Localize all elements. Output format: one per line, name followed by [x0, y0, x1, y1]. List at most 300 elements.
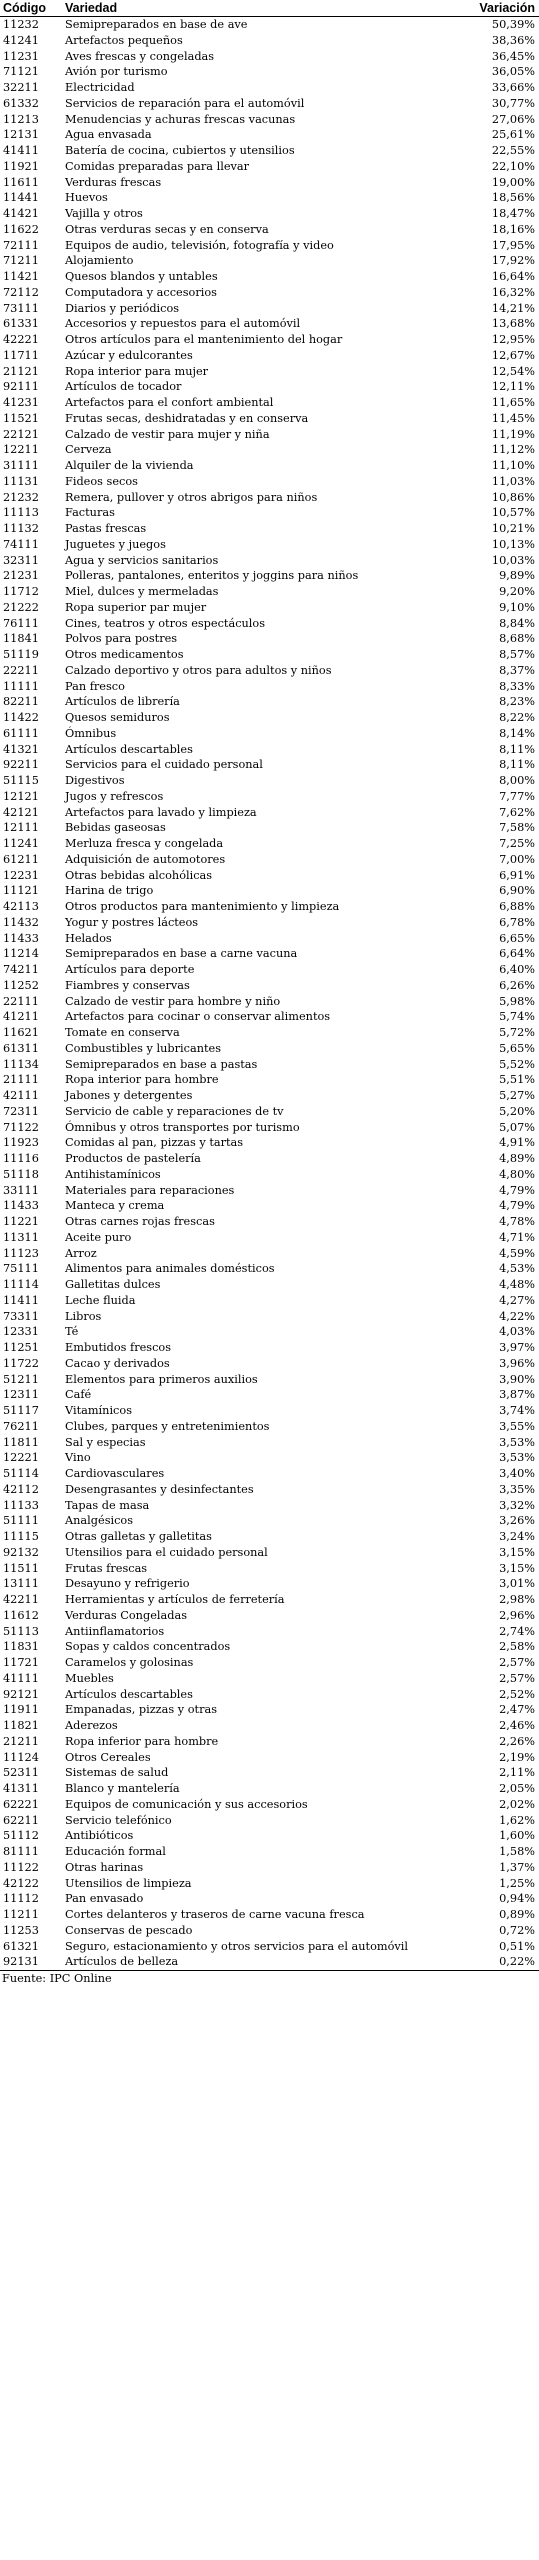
row-variation: 6,64%: [499, 947, 535, 961]
row-variety: Agua envasada: [65, 128, 152, 142]
row-variation: 8,23%: [499, 695, 535, 709]
table-row: [0, 379, 539, 395]
row-variation: 12,95%: [491, 333, 535, 346]
row-code: 51112: [3, 1829, 39, 1843]
row-variety: Frutas frescas: [65, 1561, 148, 1575]
table-row: [0, 269, 539, 285]
table-row: [0, 1513, 539, 1529]
table-row: [0, 1104, 539, 1120]
row-code: 73311: [3, 1309, 39, 1323]
row-variety: Comidas al pan, pizzas y tartas: [65, 1136, 244, 1150]
row-variation: 3,53%: [499, 1451, 535, 1465]
row-code: 11521: [3, 411, 39, 425]
table-row: [0, 159, 539, 175]
table-row: [0, 1954, 539, 1970]
row-variation: 8,11%: [499, 758, 535, 772]
row-variation: 4,71%: [499, 1230, 535, 1244]
row-variety: Semipreparados en base a carne vacuna: [65, 947, 298, 961]
row-code: 74211: [3, 963, 39, 976]
table-row: [0, 80, 539, 96]
row-variety: Servicios de reparación para el automóvil: [65, 96, 305, 110]
row-variation: 4,79%: [499, 1199, 535, 1213]
table-row: [0, 1813, 539, 1829]
row-variation: 22,55%: [491, 144, 535, 157]
table-row: [0, 931, 539, 947]
table-row: [0, 1702, 539, 1718]
row-variety: Bebidas gaseosas: [65, 821, 166, 835]
table-row: [0, 1009, 539, 1025]
row-code: 11432: [3, 915, 39, 929]
row-code: 11134: [3, 1057, 39, 1071]
table-row: [0, 915, 539, 931]
row-variety: Materiales para reparaciones: [65, 1183, 235, 1197]
row-variation: 0,94%: [499, 1892, 535, 1906]
table-row: [0, 1876, 539, 1892]
row-variety: Sopas y caldos concentrados: [65, 1640, 231, 1654]
row-variation: 1,62%: [499, 1813, 535, 1827]
row-variety: Diarios y periódicos: [65, 301, 180, 315]
row-code: 12111: [3, 821, 39, 835]
table-row: [0, 222, 539, 238]
row-code: 41321: [3, 742, 39, 756]
row-code: 11923: [3, 1136, 39, 1150]
table-row: [0, 1734, 539, 1750]
row-variation: 8,22%: [499, 711, 535, 724]
row-code: 12121: [3, 789, 39, 803]
row-variation: 3,40%: [499, 1467, 535, 1480]
header-variation: Variación: [462, 0, 539, 17]
table-row: [0, 1907, 539, 1923]
row-variation: 3,74%: [499, 1404, 535, 1417]
row-code: 81111: [3, 1845, 39, 1858]
row-variety: Cortes delanteros y traseros de carne vacuna fresca: [65, 1908, 365, 1921]
table-row: [0, 474, 539, 490]
table-row: [0, 316, 539, 332]
row-variety: Utensilios para el cuidado personal: [65, 1545, 268, 1559]
row-code: 41211: [3, 1010, 39, 1024]
table-row: [0, 789, 539, 805]
row-code: 42113: [3, 900, 39, 913]
row-variety: Sal y especias: [65, 1435, 146, 1449]
table-row: [0, 805, 539, 821]
row-variety: Artículos descartables: [65, 1687, 193, 1701]
row-variation: 4,79%: [499, 1183, 535, 1197]
row-variety: Avión por turismo: [65, 65, 168, 79]
row-code: 92132: [3, 1545, 39, 1559]
row-variety: Facturas: [65, 506, 115, 520]
row-code: 51119: [3, 648, 39, 661]
row-variety: Arroz: [65, 1246, 97, 1260]
table-row: [0, 852, 539, 868]
row-code: 41421: [3, 207, 39, 220]
row-variety: Conservas de pescado: [65, 1923, 193, 1937]
row-code: 42122: [3, 1876, 39, 1890]
row-variation: 8,33%: [499, 679, 535, 693]
row-variation: 50,39%: [491, 18, 535, 31]
row-code: 42111: [3, 1089, 39, 1102]
row-code: 11612: [3, 1608, 39, 1622]
row-variety: Artículos descartables: [65, 742, 193, 756]
row-variety: Servicios para el cuidado personal: [65, 758, 263, 772]
row-variety: Cardiovasculares: [65, 1467, 165, 1480]
row-variation: 10,13%: [491, 537, 535, 551]
row-variation: 8,57%: [499, 648, 535, 661]
row-variation: 7,25%: [499, 837, 535, 850]
table-row: [0, 1939, 539, 1955]
row-variation: 3,01%: [499, 1577, 535, 1591]
row-code: 21211: [3, 1734, 39, 1748]
table-row: [0, 1466, 539, 1482]
table-row: [0, 726, 539, 742]
row-variation: 5,51%: [499, 1073, 535, 1087]
row-code: 12221: [3, 1451, 39, 1465]
table-row: [0, 1828, 539, 1844]
row-variety: Batería de cocina, cubiertos y utensilios: [65, 144, 295, 157]
row-variety: Ropa superior par mujer: [65, 600, 207, 614]
table-row: [0, 647, 539, 663]
table-row: [0, 820, 539, 836]
table-row: [0, 1765, 539, 1781]
row-variety: Analgésicos: [65, 1514, 134, 1528]
row-code: 22111: [3, 994, 39, 1008]
row-variety: Servicio de cable y reparaciones de tv: [65, 1104, 284, 1118]
table-row: [0, 253, 539, 269]
row-variety: Blanco y mantelería: [65, 1782, 180, 1795]
row-code: 11621: [3, 1026, 39, 1039]
row-variety: Calzado deportivo y otros para adultos y niños: [65, 663, 332, 677]
table-row: [0, 332, 539, 348]
row-variation: 16,64%: [491, 270, 535, 283]
row-code: 11921: [3, 159, 39, 173]
row-code: 21222: [3, 600, 39, 614]
row-variety: Desengrasantes y desinfectantes: [65, 1482, 254, 1496]
row-variety: Accesorios y repuestos para el automóvil: [65, 317, 301, 331]
row-variety: Embutidos frescos: [65, 1341, 172, 1354]
row-code: 11116: [3, 1152, 39, 1165]
row-variation: 0,89%: [499, 1908, 535, 1921]
row-variation: 9,10%: [499, 600, 535, 614]
table-row: [0, 1624, 539, 1640]
row-variety: Artículos de librería: [65, 695, 180, 709]
table-row: [0, 1529, 539, 1545]
row-variety: Jugos y refrescos: [65, 789, 164, 803]
row-variety: Alquiler de la vivienda: [65, 459, 194, 472]
table-row: [0, 616, 539, 632]
row-variety: Libros: [65, 1309, 102, 1323]
table-row: [0, 505, 539, 521]
row-variety: Vitamínicos: [65, 1404, 132, 1417]
row-variety: Vino: [65, 1451, 91, 1465]
row-variety: Servicio telefónico: [65, 1813, 172, 1827]
row-code: 61311: [3, 1041, 39, 1055]
row-variety: Cerveza: [65, 443, 112, 457]
row-code: 11311: [3, 1230, 39, 1244]
row-variety: Semipreparados en base de ave: [65, 18, 248, 31]
row-variety: Electricidad: [65, 81, 135, 94]
row-variation: 5,07%: [499, 1120, 535, 1134]
row-code: 11611: [3, 175, 39, 189]
row-code: 21231: [3, 569, 39, 583]
table-row: [0, 994, 539, 1010]
row-code: 21232: [3, 490, 39, 504]
row-variety: Aves frescas y congeladas: [65, 49, 215, 63]
table-row: [0, 663, 539, 679]
row-code: 61321: [3, 1939, 39, 1953]
row-code: 71122: [3, 1120, 39, 1134]
row-variety: Ómnibus: [65, 726, 117, 740]
row-code: 61332: [3, 96, 39, 110]
row-variety: Vajilla y otros: [65, 207, 143, 220]
row-variation: 9,89%: [499, 569, 535, 583]
row-variety: Calzado de vestir para hombre y niño: [65, 994, 281, 1008]
row-code: 42121: [3, 805, 39, 819]
row-variation: 7,62%: [499, 805, 535, 819]
row-code: 11831: [3, 1640, 39, 1654]
row-variety: Artículos de tocador: [65, 380, 182, 394]
table-row: [0, 1324, 539, 1340]
row-code: 41311: [3, 1782, 39, 1795]
row-variety: Helados: [65, 931, 112, 945]
row-code: 75111: [3, 1262, 39, 1276]
row-variation: 6,26%: [499, 978, 535, 992]
row-code: 76111: [3, 616, 39, 630]
row-code: 72112: [3, 285, 39, 299]
row-variety: Pan fresco: [65, 679, 125, 693]
table-row: [0, 33, 539, 49]
table-row: [0, 1923, 539, 1939]
table-row: [0, 1435, 539, 1451]
row-code: 51117: [3, 1404, 39, 1417]
row-variation: 3,87%: [499, 1388, 535, 1402]
row-variation: 11,03%: [491, 474, 535, 488]
row-variation: 25,61%: [491, 128, 535, 142]
table-row: [0, 568, 539, 584]
row-variety: Otros artículos para el mantenimiento del hogar: [65, 333, 343, 346]
row-code: 13111: [3, 1577, 39, 1591]
table-row: [0, 1498, 539, 1514]
row-variation: 3,96%: [499, 1356, 535, 1370]
row-variation: 6,78%: [499, 915, 535, 929]
row-code: 11622: [3, 222, 39, 236]
table-row: [0, 1891, 539, 1907]
table-row: [0, 1372, 539, 1388]
row-variation: 14,21%: [491, 301, 535, 315]
row-variation: 11,19%: [491, 427, 535, 441]
table-row: [0, 1718, 539, 1734]
table-row: [0, 537, 539, 553]
row-variation: 2,05%: [499, 1782, 535, 1795]
row-variety: Equipos de comunicación y sus accesorios: [65, 1797, 308, 1811]
row-variation: 11,10%: [491, 459, 535, 472]
row-variety: Artículos de belleza: [62, 1954, 462, 1970]
row-code: 11115: [3, 1530, 39, 1543]
table-row: [0, 679, 539, 695]
row-variety: Otras galletas y galletitas: [65, 1530, 212, 1543]
row-variety: Azúcar y edulcorantes: [65, 348, 193, 362]
row-variety: Antiinflamatorios: [65, 1624, 165, 1638]
row-variation: 5,65%: [499, 1041, 535, 1055]
row-variation: 2,52%: [499, 1687, 535, 1701]
table-row: [0, 553, 539, 569]
row-variety: Productos de pastelería: [65, 1152, 201, 1165]
row-variety: Merluza fresca y congelada: [65, 837, 224, 850]
table-row: [0, 1797, 539, 1813]
row-variety: Calzado de vestir para mujer y niña: [65, 427, 270, 441]
row-variation: 8,14%: [499, 726, 535, 740]
row-variation: 4,22%: [499, 1309, 535, 1323]
row-variety: Quesos blandos y untables: [65, 270, 218, 283]
row-variation: 5,52%: [499, 1057, 535, 1071]
row-code: 11213: [3, 112, 39, 126]
table-row: [0, 1214, 539, 1230]
row-code: 11123: [3, 1246, 39, 1260]
row-variety: Otros Cereales: [65, 1750, 151, 1764]
row-code: 92121: [3, 1687, 39, 1701]
table-row: [0, 899, 539, 915]
row-code: 11411: [3, 1293, 39, 1307]
row-variation: 5,72%: [499, 1026, 535, 1039]
table-row: [0, 1057, 539, 1073]
row-variation: 2,11%: [499, 1766, 535, 1780]
row-code: 11252: [3, 978, 39, 992]
row-code: 51115: [3, 774, 39, 787]
row-variety: Combustibles y lubricantes: [65, 1041, 221, 1055]
row-variation: 17,92%: [491, 254, 535, 268]
row-code: 11231: [3, 49, 39, 63]
row-code: 51111: [3, 1514, 39, 1528]
row-code: 51113: [3, 1624, 39, 1638]
row-variety: Artículos para deporte: [65, 963, 195, 976]
row-code: 61211: [3, 852, 39, 866]
row-variety: Fiambres y conservas: [65, 978, 190, 992]
table-row: [0, 1151, 539, 1167]
row-code: 32211: [3, 81, 39, 94]
table-row: [0, 112, 539, 128]
row-code: 11214: [3, 947, 39, 961]
row-variation: 3,90%: [499, 1372, 535, 1386]
table-row: [0, 521, 539, 537]
row-code: 11113: [3, 506, 39, 520]
row-variation: 0,22%: [462, 1954, 539, 1970]
table-row: [0, 1608, 539, 1624]
row-variety: Cines, teatros y otros espectáculos: [65, 616, 266, 630]
row-code: 41241: [3, 33, 39, 47]
row-variety: Té: [65, 1325, 79, 1339]
row-variety: Artefactos pequeños: [65, 33, 183, 47]
row-code: 22121: [3, 427, 39, 441]
row-variation: 6,40%: [499, 963, 535, 976]
row-variation: 12,54%: [491, 364, 535, 378]
row-variation: 3,55%: [499, 1419, 535, 1433]
table-row: [0, 1246, 539, 1262]
row-code: 11124: [3, 1750, 39, 1764]
row-code: 11114: [3, 1278, 39, 1291]
row-variation: 5,20%: [499, 1104, 535, 1118]
table-row: [0, 348, 539, 364]
row-variety: Equipos de audio, televisión, fotografía y video: [65, 238, 334, 252]
row-variation: 6,91%: [499, 868, 535, 882]
row-variation: 4,91%: [499, 1136, 535, 1150]
row-variety: Otras verduras secas y en conserva: [65, 222, 269, 236]
row-variety: Sistemas de salud: [65, 1766, 169, 1780]
row-code: 92131: [0, 1954, 62, 1970]
row-variation: 2,57%: [499, 1656, 535, 1669]
table-row: [0, 757, 539, 773]
row-variation: 2,47%: [499, 1703, 535, 1717]
row-variation: 1,37%: [499, 1860, 535, 1874]
row-variation: 27,06%: [491, 112, 535, 126]
row-code: 21111: [3, 1073, 39, 1087]
table-row: [0, 395, 539, 411]
table-row: [0, 1072, 539, 1088]
row-variation: 4,53%: [499, 1262, 535, 1276]
row-variation: 1,58%: [499, 1845, 535, 1858]
row-variation: 12,67%: [491, 348, 535, 362]
row-variety: Verduras frescas: [65, 175, 162, 189]
row-variety: Caramelos y golosinas: [65, 1656, 194, 1669]
row-variety: Ómnibus y otros transportes por turismo: [65, 1120, 300, 1134]
row-variety: Artefactos para el confort ambiental: [65, 396, 274, 409]
row-variety: Aderezos: [65, 1719, 118, 1732]
row-variation: 2,26%: [499, 1734, 535, 1748]
row-variety: Tapas de masa: [65, 1498, 150, 1512]
table-row: [0, 694, 539, 710]
row-variation: 2,58%: [499, 1640, 535, 1654]
table-row: [0, 1025, 539, 1041]
row-variation: 3,35%: [499, 1482, 535, 1496]
row-code: 11211: [3, 1908, 39, 1921]
table-row: [0, 1450, 539, 1466]
row-variety: Verduras Congeladas: [65, 1608, 187, 1622]
row-variety: Herramientas y artículos de ferretería: [65, 1593, 285, 1606]
row-variation: 4,27%: [499, 1293, 535, 1307]
row-code: 11811: [3, 1435, 39, 1449]
row-variation: 30,77%: [491, 96, 535, 110]
header-row: [0, 0, 539, 17]
row-variety: Polvos para postres: [65, 632, 178, 646]
row-code: 11821: [3, 1719, 39, 1732]
row-variety: Utensilios de limpieza: [65, 1876, 192, 1890]
row-variety: Alimentos para animales domésticos: [65, 1262, 275, 1276]
row-variation: 8,37%: [499, 663, 535, 677]
row-variation: 10,03%: [491, 553, 535, 567]
row-variation: 36,05%: [491, 65, 535, 79]
row-variation: 16,32%: [491, 285, 535, 299]
row-code: 11433: [3, 1199, 39, 1213]
row-variation: 4,48%: [499, 1278, 535, 1291]
row-code: 11421: [3, 270, 39, 283]
table-row: [0, 1167, 539, 1183]
row-variation: 12,11%: [491, 380, 535, 394]
row-variation: 6,65%: [499, 931, 535, 945]
row-variety: Computadora y accesorios: [65, 285, 217, 299]
table-row: [0, 364, 539, 380]
row-code: 11133: [3, 1498, 39, 1512]
table-row: [0, 710, 539, 726]
row-variety: Adquisición de automotores: [65, 852, 226, 866]
table-row: [0, 127, 539, 143]
table-row: [0, 458, 539, 474]
table-row: [0, 1545, 539, 1561]
table-row: [0, 490, 539, 506]
table-row: [0, 1261, 539, 1277]
row-code: 12231: [3, 868, 39, 882]
row-variation: 2,02%: [499, 1797, 535, 1811]
table-row: [0, 1844, 539, 1860]
row-code: 74111: [3, 537, 39, 551]
row-variation: 2,96%: [499, 1608, 535, 1622]
row-variation: 8,68%: [499, 632, 535, 646]
